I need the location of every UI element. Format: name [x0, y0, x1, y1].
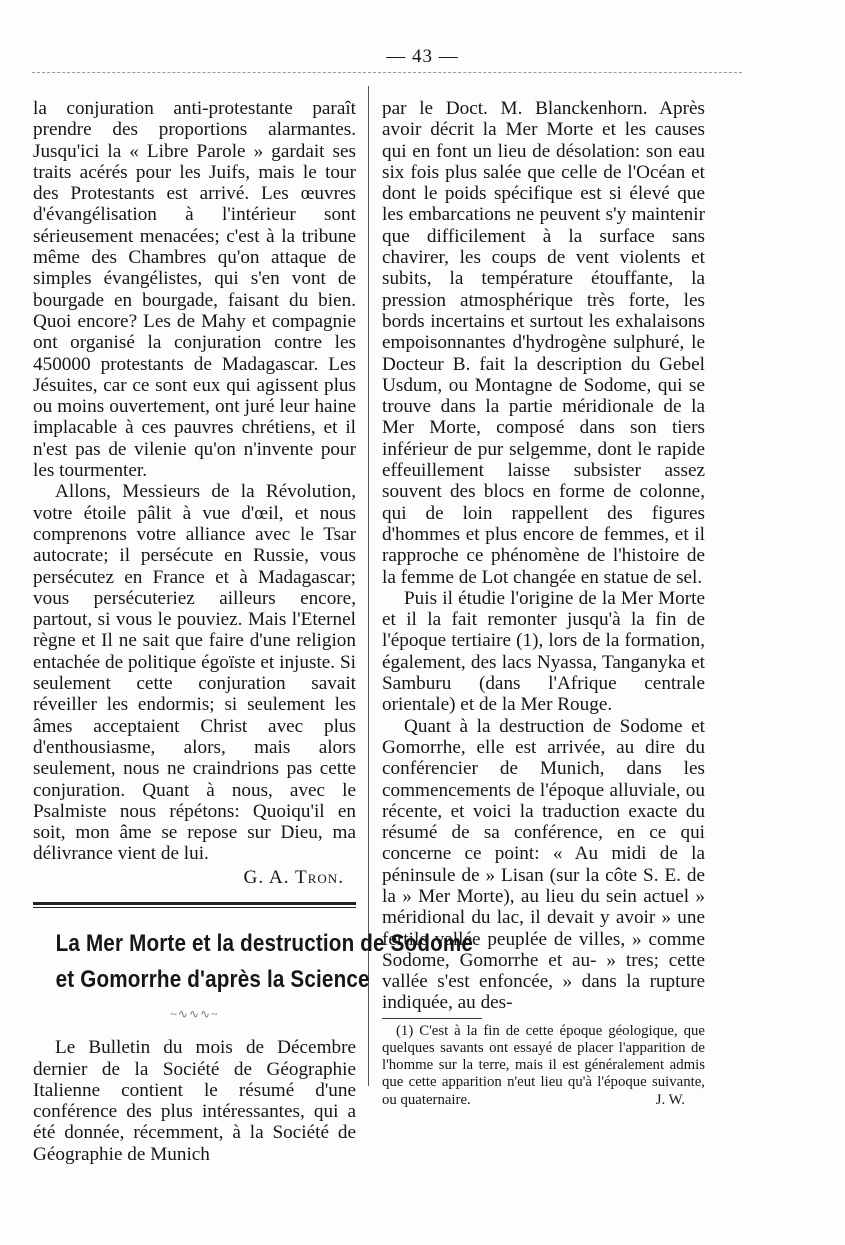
- paragraph: Quant à la destruction de Sodome et Gomorrhe, elle est arrivée, au dire du conférencier de Munich, dans les commencements de l'époque alluviale, ou récente, et voici la traduction exacte du résumé de sa conférence, en ce qui concerne ce point: « Au midi de la péninsule de » Lisan (sur la côte S. E. de la » Mer Morte), au lieu du sein actuel » méridional du lac, il devait y avoir » une fertile vallée peuplée de villes, » comme Sodome, Gomorrhe et au- » tres; cette vallée s'est enfoncée, » dans la rupture indiquée, au des-: [382, 715, 705, 1014]
- article-title: [55, 926, 474, 998]
- title-rule: [33, 902, 356, 908]
- header-rule: [32, 72, 742, 73]
- author-signature: G. A. Tron.: [243, 866, 344, 888]
- article-paragraph: Le Bulletin du mois de Décembre dernier de la Société de Géographie Italienne contient le résumé d'une conférence des plus intéressantes, qui a été donnée, récemment, à la Société de Géographie de Munich: [33, 1037, 356, 1165]
- article-title-line-2: et Gomorrhe d'après la Science: [55, 965, 370, 993]
- paragraph: Allons, Messieurs de la Révolution, votre étoile pâlit à vue d'œil, et nous comprenons votre alliance avec le Tsar autocrate; il persécute en Russie, vous persécutez en France et à Madagascar; vous persécuteriez ailleurs encore, partout, si vous le pouviez. Mais l'Eternel règne et Il ne sait que faire d'une religion entachée de politique égoïste et injuste. Si seulement cette conjuration savait réveiller les endormis; si seulement les âmes acceptaient Christ avec plus d'enthousiasme, alors, mais alors seulement, nous ne craindrions pas cette conjuration. Quant à nous, avec le Psalmiste nous répétons: Quoiqu'il en soit, mon âme se repose sur Dieu, ma délivrance vient de lui.: [33, 481, 356, 865]
- ornament: ~∿∿∿~: [170, 1006, 219, 1021]
- left-column: [33, 98, 474, 1165]
- paragraph: par le Doct. M. Blanckenhorn. Après avoir décrit la Mer Morte et les causes qui en font un lieu de désolation: son eau six fois plus salée que celle de l'Océan et dont le poids spécifique est si élevé que les embarcations ne peuvent s'y maintenir que difficilement à la surface sans chavirer, les coups de vent violents et subits, la température étouffante, la pression atmosphérique très forte, les bords incertains et surtout les exhalaisons empoisonnantes d'hydrogène sulphuré, le Docteur B. fait la description du Gebel Usdum, ou Montagne de Sodome, qui se trouve dans la partie méridionale de la Mer Morte, composé dans son tiers inférieur de pur selgemme, dont le rapide effeuillement laisse subsister assez souvent des blocs en forme de colonne, qui de loin rappellent des figures d'hommes et plus encore de femmes, et il rapproche ce phénomène de l'histoire de la femme de Lot changée en statue de sel.: [382, 98, 705, 588]
- footnote-rule: [382, 1018, 482, 1019]
- right-column: [382, 98, 705, 1109]
- footnote-text: (1) C'est à la fin de cette époque géologique, que quelques savants ont essayé de placer l'apparition de l'homme sur la terre, mais il est généralement admis que cette apparition n'eut lieu qu'à l'époque suivante, ou quaternaire.: [382, 1022, 705, 1108]
- paragraph: Puis il étudie l'origine de la Mer Morte et il la fait remonter jusqu'à la fin de l'époque tertiaire (1), lors de la formation, également, des lacs Nyassa, Tanganyka et Samburu (dans l'Afrique centrale orientale) et de la Mer Rouge.: [382, 587, 705, 716]
- footnote: [382, 1023, 705, 1109]
- article-title-line-1: La Mer Morte et la destruction de Sodome: [55, 929, 474, 957]
- paragraph: la conjuration anti-protestante paraît prendre des proportions alarmantes. Jusqu'ici la « Libre Parole » gardait ses traits acérés pour les Juifs, mais le tour des Protestants est arrivé. Les œuvres d'évangélisation à l'intérieur sont sérieusement menacées; c'est à la tribune même des Chambres qu'on attaque de simples évangélistes, qui s'en vont de bourgade en bourgade, faisant du bien. Quoi encore? Les de Mahy et compagnie ont organisé la conjuration contre les 450000 protestants de Madagascar. Les Jésuites, car ce sont eux qui agissent plus ou moins ouvertement, ont juré leur haine implacable à ces pauvres chrétiens, et il n'est pas de vilenie qu'on n'invente pour les tourmenter.: [33, 98, 356, 482]
- footnote-signature: J. W.: [655, 1091, 685, 1108]
- page-number: — 43 —: [386, 46, 459, 67]
